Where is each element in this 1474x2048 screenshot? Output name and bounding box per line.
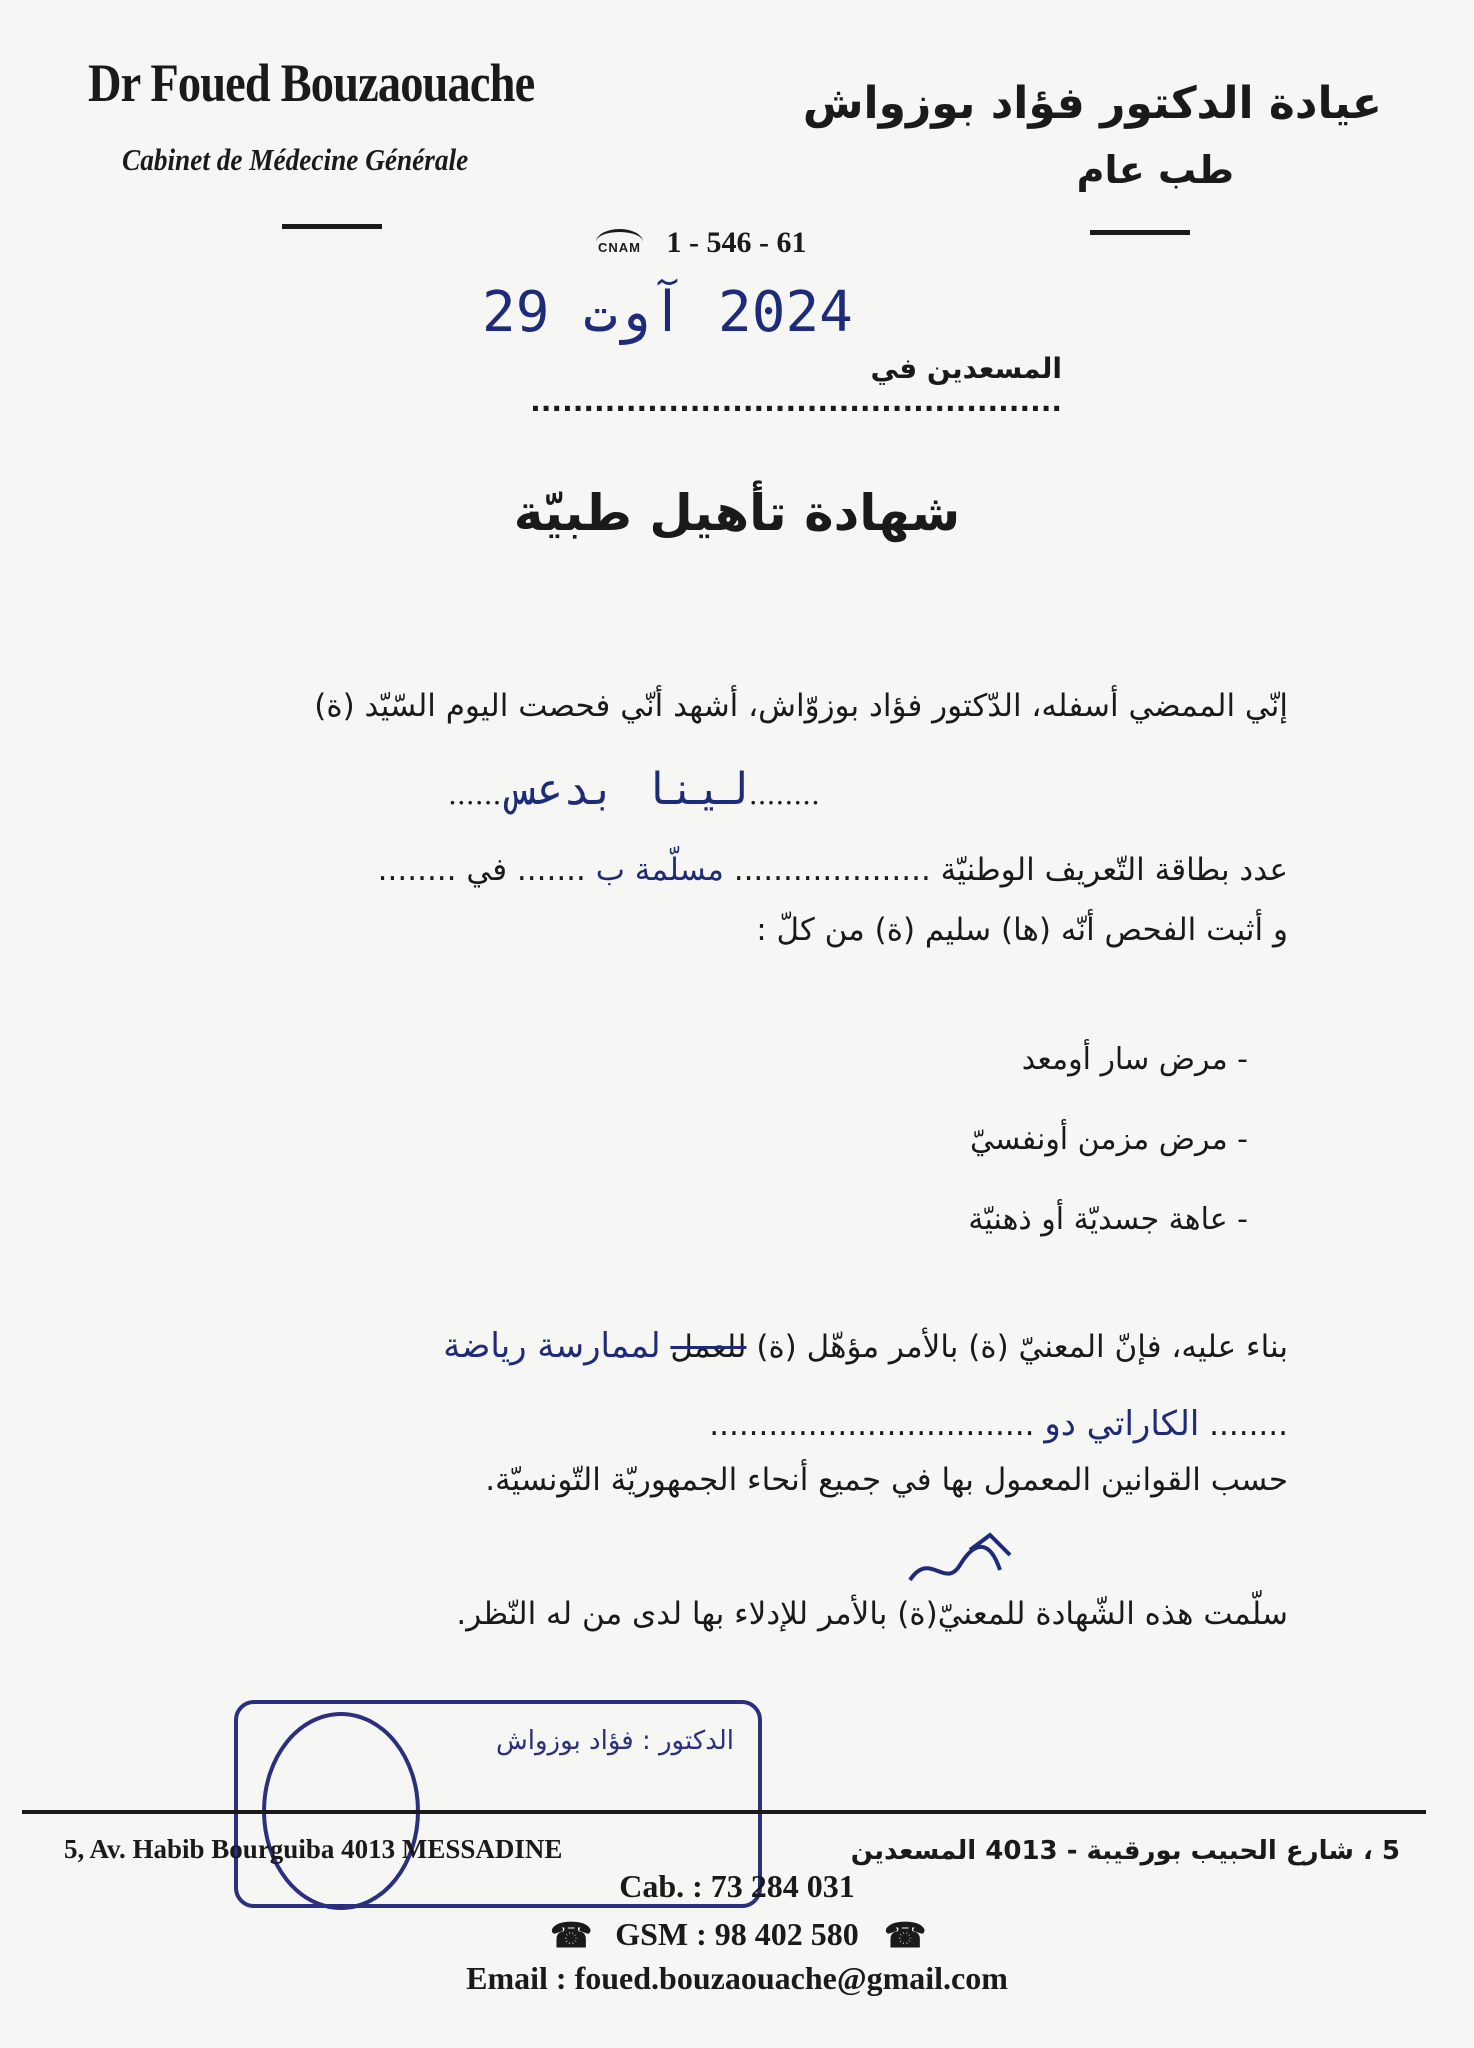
- footer-address-ar: 5 ، شارع الحبيب بورقيبة - 4013 المسعدين: [850, 1836, 1400, 1866]
- qualified-struck-word: للعمل: [670, 1329, 747, 1365]
- phone-icon: ☎: [884, 1918, 927, 1955]
- id-card-label: عدد بطاقة التّعريف الوطنيّة: [940, 852, 1288, 888]
- condition-item-2: - مرض مزمن أونفسيّ: [970, 1122, 1248, 1157]
- laws-line: حسب القوانين المعمول بها في جميع أنحاء الجمهوريّة التّونسيّة.: [485, 1462, 1288, 1498]
- footer-email: Email : foued.bouzaouache@gmail.com: [466, 1960, 1008, 1996]
- qualified-line-2: ........ الكاراتي دو .................................: [709, 1404, 1288, 1444]
- footer-address-fr: 5, Av. Habib Bourguiba 4013 MESSADINE: [64, 1834, 563, 1864]
- place-label: المسعدين في: [870, 352, 1062, 385]
- condition-item-1: - مرض سار أومعد: [1021, 1042, 1248, 1077]
- footer-gsm-row: [0, 1916, 1474, 1953]
- date-handwritten: 2024 آوت 29: [482, 280, 853, 345]
- footer-cab: Cab. : 73 284 031: [619, 1868, 855, 1904]
- delivered-line: سلّمت هذه الشّهادة للمعنيّ(ة) بالأمر للإدلاء بها لدى من له النّظر.: [456, 1596, 1288, 1632]
- header-rule-left: [282, 224, 382, 229]
- exam-line: و أثبت الفحص أنّه (ها) سليم (ة) من كلّ :: [756, 912, 1288, 948]
- cabinet-subtitle-fr: Cabinet de Médecine Générale: [122, 142, 469, 177]
- doctor-name-ar: عيادة الدكتور فؤاد بوزواش: [802, 78, 1382, 129]
- stamp-text: الدكتور : فؤاد بوزواش: [496, 1726, 734, 1756]
- footer-rule: [22, 1810, 1426, 1814]
- signature-mark: [900, 1530, 1030, 1600]
- date-place-line: [432, 352, 1062, 418]
- doctor-name-fr: Dr Foued Bouzaouache: [88, 53, 535, 113]
- certificate-title: شهادة تأهيل طبيّة: [513, 484, 961, 542]
- id-in-label: في: [466, 852, 508, 888]
- cnam-logo: CNAM: [596, 229, 643, 255]
- phone-icon: ☎: [550, 1918, 593, 1955]
- qualified-line: [443, 1326, 1288, 1366]
- date-dots: ..................................................: [530, 385, 1062, 418]
- footer-gsm: GSM : 98 402 580: [615, 1916, 859, 1952]
- header-rule-right: [1090, 230, 1190, 235]
- id-card-line: عدد بطاقة التّعريف الوطنيّة .................... مسلّمة ب ....... في ........: [377, 852, 1288, 888]
- qualified-prefix: بناء عليه، فإنّ المعنيّ (ة) بالأمر مؤهّل (ة): [756, 1329, 1288, 1365]
- qualified-handwritten-2: الكاراتي دو: [1044, 1404, 1200, 1444]
- qualified-handwritten-1: لممارسة رياضة: [443, 1326, 661, 1366]
- patient-name-line: .......لينا بدعس........: [448, 764, 820, 815]
- patient-name-handwritten: لينا بدعس: [510, 764, 749, 815]
- cnam-code: 1 - 546 - 61: [666, 226, 807, 259]
- specialty-ar: طب عام: [1076, 148, 1234, 192]
- id-delivered-label: مسلّمة ب: [595, 852, 724, 888]
- body-line-1: إنّي الممضي أسفله، الدّكتور فؤاد بوزوّاش، أشهد أنّي فحصت اليوم السّيّد (ة): [314, 688, 1288, 724]
- cnam-row: [596, 226, 806, 260]
- condition-item-3: - عاهة جسديّة أو ذهنيّة: [968, 1202, 1248, 1237]
